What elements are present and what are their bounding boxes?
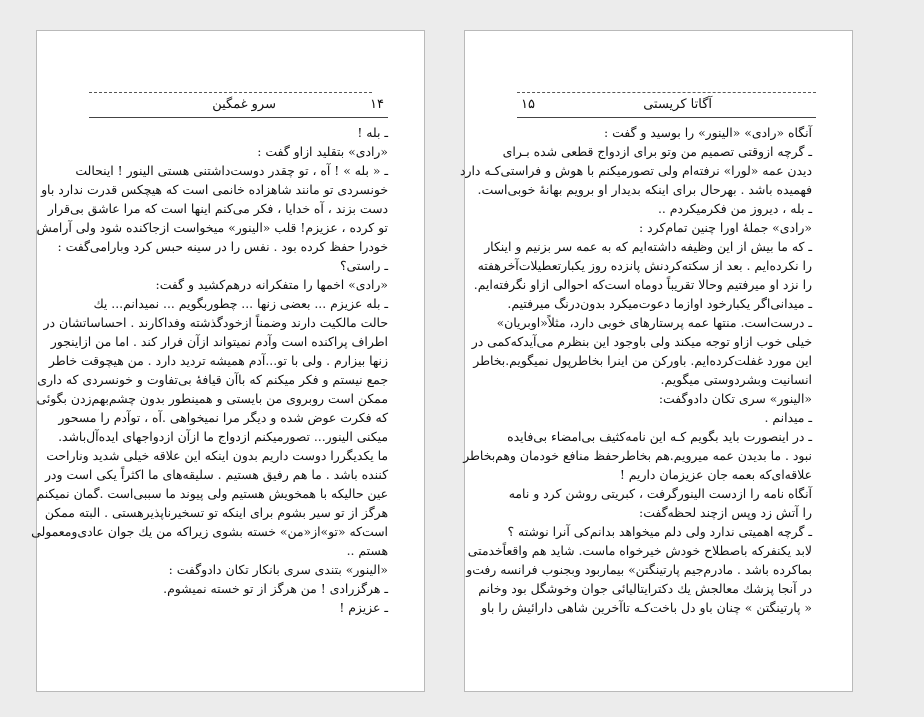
text-line: ـ بله عزیزم ... بعضی زنها ... چطوربگویم ... نمیدانم... یك: [93, 296, 388, 311]
text-line: ما یکدیگررا دوست داریم بدون اینکه این علاقه خیلی شدید وناراحت: [46, 448, 388, 463]
running-title: سرو غمگین: [212, 97, 276, 112]
header-top-rule: [517, 92, 816, 93]
header-top-rule: [89, 92, 372, 93]
text-line: آنگاه نامه را ازدست الینورگرفت ، کبریتی روشن کرد و نامه: [508, 486, 812, 501]
left-page-header: [37, 89, 424, 123]
text-line: تو کرده ، عزیزم! قلب «الینور» میخواست ازجاکنده شود ولی آرامش: [36, 220, 388, 235]
text-line: دست بزند ، آه خدایا ، فکر می‌کنم اینها است که مرا عاشق بی‌قرار: [47, 201, 388, 216]
text-line: ـ هرگزرادی ! من هرگز از تو خسته نمیشوم.: [163, 581, 388, 596]
right-page-header: [465, 89, 852, 123]
text-line: است‌که «تو»از«من» خسته بشوی زیراکه من یك جوان عادی‌ومعمولی: [31, 524, 388, 539]
text-line: «الینور» سری تکان داد‌وگفت:: [658, 391, 812, 406]
text-line: «رادی» بتقلید ازاو گفت :: [257, 144, 388, 159]
right-book-page: [459, 30, 853, 692]
text-line: میکنی الینور... تصورمیکنم ازدواج ما ازآن ازدواجهای ایده‌آل‌باشد.: [58, 429, 388, 444]
text-line: « پارتینگتن » چنان باو دل باخت‌کـه تاآخرین شاهی دارائیش را باو: [481, 600, 812, 615]
left-book-page: [31, 30, 425, 692]
page-number: ۱۵: [521, 97, 535, 112]
text-line: که فکرت عوض شده و دیگر مرا نمیخواهی .آه ، تو‌آدم را مسحور: [58, 410, 388, 425]
text-line: نبود . ما بدیدن عمه میرویم.هم بخاطرحفظ منافع خودمان وهم‌بخاطر: [463, 448, 812, 463]
text-line: بما‌کرده باشد . مادرم‌جیم پارتینگتن» بیماربود وبجنوب فرانسه رفت‌و: [466, 562, 812, 577]
text-line: را نکرده‌ایم . بعد از سکته‌کردنش پانزده روز یکبار‌تعطیلات‌آخرهفته: [477, 258, 812, 273]
text-line: دیدن عمه «لورا» نرفته‌ام ولی تصورمیکنم با هوش و فراستی‌کـه دارد: [459, 163, 812, 178]
header-bottom-rule: [89, 117, 388, 118]
text-line: ـ درست‌است. منتها عمه پرستارهای خوبی دارد، مثلاً«اوبریان»: [496, 315, 812, 330]
text-line: جمع نیستم و فکر میکنم که باآن قیافهٔ بی‌تفاوت و خونسردی که داری: [37, 372, 388, 387]
text-line: کننده باشد . ما هم رفیق هستیم . سلیقه‌های ما اکثراً یکی است ودر: [44, 467, 388, 482]
text-line: خیلی خوب ازاو توجه میکند ولی با‌وجود این بنظرم می‌آید‌که‌کمی در: [471, 334, 812, 349]
text-line: ـ میدانی‌اگر یکبارخود اوازما دعوت‌میکرد بدون‌درنگ میرفتیم.: [507, 296, 812, 311]
text-line: را نزد او میرفتیم وحالا تقریباً دوماه است‌که احوالی ازاو نگرفته‌ایم.: [473, 277, 812, 292]
page-body-text: [31, 123, 388, 645]
text-line: هرگز از تو سیر بشوم برای اینکه تو تسخیرناپذیرهستی . البته ممکن: [44, 505, 388, 520]
text-line: خونسردی تو مانند شاهزاده خانمی است که هیچکس قدرت ندارد باو: [41, 182, 388, 197]
text-line: ـ گرچه اهمیتی ندارد ولی دلم میخواهد بدانم‌کی آنرا نوشته ؟: [507, 524, 812, 539]
header-bottom-rule: [517, 117, 816, 118]
running-title: آگاتا کریستی: [643, 97, 712, 112]
text-line: ممکن است روبروی من بایستی و همینطور بدون چشم‌بهم‌زدن بگوئی: [36, 391, 388, 406]
text-line: خودرا حفظ کرده بود . نفس را در سینه حبس کرد وبا‌رامی‌گفت :: [57, 239, 388, 254]
text-line: هستم ..: [346, 543, 388, 558]
text-line: این مورد غفلت‌کرده‌ایم. باورکن من اینرا بخاطرپول نمیگویم.بخاطر: [473, 353, 812, 368]
text-line: لابد یکنفرکه باصطلاح خودش خیرخواه ماست. شاید هم واقعاًخدمتی: [467, 543, 812, 558]
text-line: ـ عزیزم !: [339, 600, 388, 615]
text-line: علاقه‌ای‌که بعمه جان عزیزمان داریم !: [619, 467, 812, 482]
text-line: در آنجا پزشك معالجش یك دکترایتالیائی جوان وخوشگل بود وخانم: [478, 581, 812, 596]
text-line: ـ راستی؟: [339, 258, 388, 273]
text-line: ـ گرچه ازوقتی تصمیم من وتو برای ازدواج قطعی شده بـرای: [502, 144, 812, 159]
text-line: انسانیت وبشردوستی میگویم.: [660, 372, 812, 387]
text-line: زنها بیزارم . ولی با تو...آدم همیشه تردید دارد . من هیچوقت خاطر: [48, 353, 388, 368]
text-line: آنگاه «رادی» «الینور» را بوسید و گفت :: [603, 125, 812, 140]
text-line: فهمیده باشد . بهرحال برای اینکه بدیدار او برویم بهانهٔ خوبی‌است.: [477, 182, 812, 197]
text-line: ـ در اینصورت باید بگویم کـه این نامه‌کثیف بی‌امضاء بی‌فایده: [507, 429, 812, 444]
text-line: اطراف پراکنده است وآدم نمیتواند ازآن فرار کند . اما من ازاینجور: [50, 334, 388, 349]
text-line: را آتش زد وپس ازچند لحظه‌گفت:: [639, 505, 812, 520]
text-line: «رادی» اخمها را متفکرانه درهم‌کشید و گفت:: [155, 277, 388, 292]
text-line: حالت مالکیت دارند وضمناً ازخودگذشته وفداکارند . احساساتشان در: [43, 315, 388, 330]
page-body-text: [459, 123, 812, 645]
text-line: «الینور» بتندی سری بانکار تکان داد‌وگفت :: [168, 562, 388, 577]
text-line: ـ بله ، دیروز من فکرمیکردم ..: [657, 201, 812, 216]
text-line: ـ که ما بیش از این وظیفه داشته‌ایم که به عمه سر بزنیم و اینکار: [484, 239, 812, 254]
text-line: ـ بله !: [357, 125, 388, 140]
page-number: ۱۴: [370, 97, 384, 112]
text-line: «رادی» جملهٔ اورا چنین تمام‌کرد :: [639, 220, 812, 235]
text-line: عین حالیکه با همخویش هستیم ولی پیوند ما سببی‌است .گمان نمیکنم: [36, 486, 388, 501]
text-line: ـ « بله » ! آه ، تو چقدر دوست‌داشتنی هستی الینور ! اینحالت: [75, 163, 388, 178]
text-line: ـ میدانم .: [764, 410, 812, 425]
